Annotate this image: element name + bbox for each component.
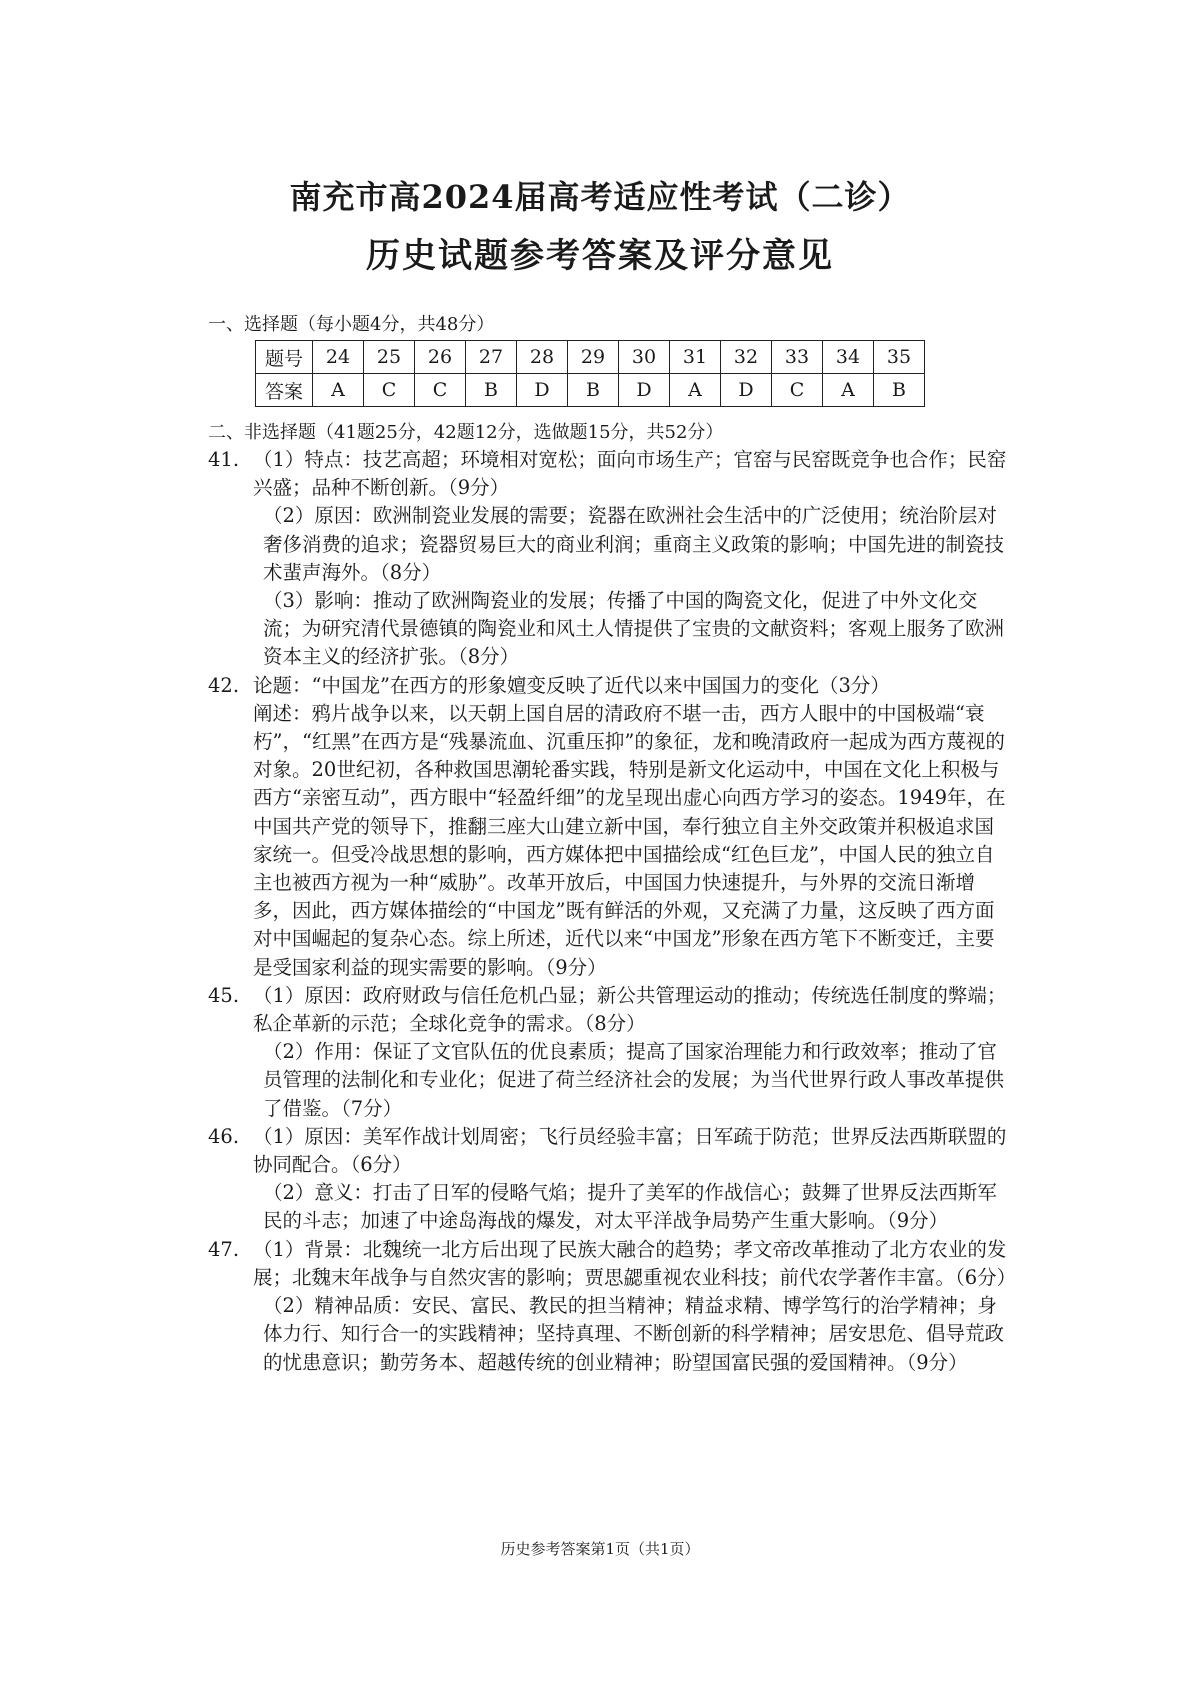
answer-paragraph: 阐述：鸦片战争以来，以天朝上国自居的清政府不堪一击，西方人眼中的中国极端“衰朽”，“红黑”在西方是“残暴流血、沉重压抑”的象征，龙和晚清政府一起成为西方蔑视的对象。20世纪初，各种救国思潮轮番实践，特别是新文化运动中，中国在文化上积极与西方“亲密互动”，西方眼中“轻盈纤细”的龙呈现出虚心向西方学习的姿态。1949年，在中国共产党的领导下，推翻三座大山建立新中国，奉行独立自主外交政策并积极追求国家统一。但受冷战思想的影响，西方媒体把中国描绘成“红色巨龙”，中国人民的独立自主也被西方视为一种“威胁”。改革开放后，中国国力快速提升，与外界的交流日渐增多，因此，西方媒体描绘的“中国龙”既有鲜活的外观，又充满了力量，这反映了西方面对中国崛起的复杂心态。综上所述，近代以来“中国龙”形象在西方笔下不断变迁，主要是受国家利益的现实需要的影响。（9分）: [253, 701, 1006, 979]
question-number-cell: 25: [364, 341, 415, 374]
question-42: [208, 672, 1008, 982]
question-number-cell: 31: [670, 341, 721, 374]
question-46: [208, 1123, 1008, 1236]
question-number-cell: 26: [415, 341, 466, 374]
question-47: [208, 1236, 1017, 1377]
answer-paragraph: （2）精神品质：安民、富民、教民的担当精神；精益求精、博学笃行的治学精神；身体力行、知行合一的实践精神；坚持真理、不断创新的科学精神；居安思危、倡导荒政的忧患意识；勤劳务本、超越传统的创业精神；盼望国富民强的爱国精神。（9分）: [263, 1294, 1005, 1374]
answer-cell: B: [874, 374, 925, 407]
answer-cell: A: [823, 374, 874, 407]
question-41: [208, 446, 1008, 672]
answer-cell: A: [313, 374, 364, 407]
question-number-cell: 29: [568, 341, 619, 374]
answer-table: [255, 340, 925, 407]
answer-paragraph: （1）原因：政府财政与信任危机凸显；新公共管理运动的推动；传统选任制度的弊端；私企革新的示范；全球化竞争的需求。（8分）: [253, 983, 1007, 1036]
answer-row: [256, 374, 925, 407]
row-label-number: 题号: [256, 341, 313, 374]
section-2-heading: 二、非选择题（41题25分，42题12分，选做题15分，共52分）: [208, 422, 724, 443]
answer-paragraph: （2）作用：保证了文官队伍的优良素质；提高了国家治理能力和行政效率；推动了官员管理的法制化和专业化；促进了荷兰经济社会的发展；为当代世界行政人事改革提供了借鉴。（7分）: [263, 1040, 1005, 1120]
question-number-cell: 24: [313, 341, 364, 374]
question-number: 46.: [208, 1124, 240, 1148]
question-number-cell: 28: [517, 341, 568, 374]
answer-paragraph: （1）背景：北魏统一北方后出现了民族大融合的趋势；孝文帝改革推动了北方农业的发展；北魏末年战争与自然灾害的影响；贾思勰重视农业科技；前代农学著作丰富。（6分）: [253, 1237, 1017, 1289]
answer-paragraph: （1）原因：美军作战计划周密；飞行员经验丰富；日军疏于防范；世界反法西斯联盟的协同配合。（6分）: [253, 1124, 1007, 1177]
question-number: 47.: [208, 1237, 240, 1261]
question-number: 41.: [208, 448, 240, 471]
question-number-cell: 27: [466, 341, 517, 374]
question-45: [208, 982, 1008, 1123]
page-footer: 历史参考答案第1页（共1页）: [500, 1540, 700, 1558]
question-number-cell: 35: [874, 341, 925, 374]
answer-cell: D: [619, 374, 670, 407]
answer-cell: C: [415, 374, 466, 407]
exam-title: 南充市高2024届高考适应性考试（二诊）: [289, 178, 911, 216]
question-number: 42.: [208, 673, 240, 697]
answer-paragraph: （2）原因：欧洲制瓷业发展的需要；瓷器在欧洲社会生活中的广泛使用；统治阶层对奢侈消费的追求；瓷器贸易巨大的商业利润；重商主义政策的影响；中国先进的制瓷技术蜚声海外。（8分）: [263, 504, 1005, 584]
section-1-heading: 一、选择题（每小题4分，共48分）: [208, 314, 495, 335]
answer-paragraph: （1）特点：技艺高超；环境相对宽松；面向市场生产；官窑与民窑既竞争也合作；民窑兴盛；品种不断创新。（9分）: [253, 448, 1007, 500]
row-label-answer: 答案: [256, 374, 313, 407]
answer-cell: D: [517, 374, 568, 407]
answer-cell: B: [466, 374, 517, 407]
question-number: 45.: [208, 983, 240, 1007]
answer-cell: C: [364, 374, 415, 407]
answer-cell: D: [721, 374, 772, 407]
answer-body: [208, 446, 1017, 1377]
answer-paragraph: （3）影响：推动了欧洲陶瓷业的发展；传播了中国的陶瓷文化，促进了中外文化交流；为研究清代景德镇的陶瓷业和风土人情提供了宝贵的文献资料；客观上服务了欧洲资本主义的经济扩张。（8分）: [263, 589, 1005, 669]
question-number-cell: 34: [823, 341, 874, 374]
answer-paragraph: （2）意义：打击了日军的侵略气焰；提升了美军的作战信心；鼓舞了世界反法西斯军民的斗志；加速了中途岛海战的爆发，对太平洋战争局势产生重大影响。（9分）: [263, 1181, 997, 1233]
document-subtitle: 历史试题参考答案及评分意见: [366, 236, 834, 276]
question-number-cell: 32: [721, 341, 772, 374]
answer-cell: C: [772, 374, 823, 407]
question-number-row: [256, 341, 925, 374]
answer-cell: B: [568, 374, 619, 407]
answer-paragraph: 论题：“中国龙”在西方的形象嬗变反映了近代以来中国国力的变化（3分）: [253, 673, 890, 697]
question-number-cell: 30: [619, 341, 670, 374]
question-number-cell: 33: [772, 341, 823, 374]
answer-cell: A: [670, 374, 721, 407]
